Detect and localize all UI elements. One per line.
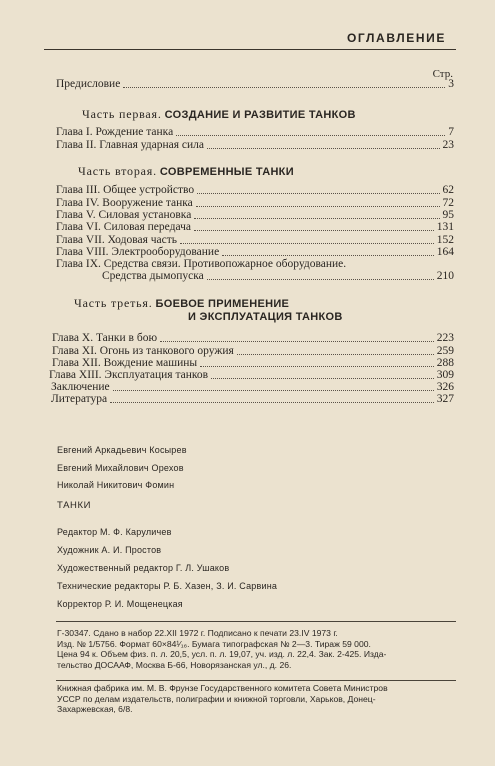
part-heading-2 bbox=[78, 164, 294, 179]
toc-entry-page: 3 bbox=[448, 78, 454, 90]
printer-line: УССР по делам издательств, полиграфии и книжной торговли, Харьков, Донец- bbox=[57, 693, 376, 704]
imprint-line: Изд. № 1/5756. Формат 60×84¹⁄₁₆. Бумага типографская № 2—3. Тираж 59 000. bbox=[57, 638, 371, 649]
credit-line: Художник А. И. Простов bbox=[57, 545, 162, 555]
dot-leader bbox=[110, 402, 434, 403]
toc-entry[interactable] bbox=[56, 184, 454, 197]
credit-line: Технические редакторы Р. Б. Хазен, З. И. Сарвина bbox=[57, 581, 278, 591]
dot-leader bbox=[222, 255, 434, 256]
author-name: Николай Никитович Фомин bbox=[57, 480, 175, 490]
toc-entry-title: Предисловие bbox=[56, 78, 121, 90]
toc-entry[interactable] bbox=[56, 221, 454, 234]
toc-entry-title: Глава IV. Вооружение танка bbox=[56, 197, 193, 209]
dot-leader bbox=[211, 378, 434, 379]
toc-entry-literature[interactable] bbox=[51, 393, 454, 406]
toc-entry-page: 259 bbox=[436, 345, 454, 357]
dot-leader bbox=[196, 206, 440, 207]
toc-entry-title: Глава I. Рождение танка bbox=[56, 126, 174, 138]
part-label: Часть вторая. bbox=[78, 164, 157, 178]
part-title: БОЕВОЕ ПРИМЕНЕНИЕ bbox=[155, 298, 290, 310]
printer-line: Книжная фабрика им. М. В. Фрунзе Государственного комитета Совета Министров bbox=[57, 683, 388, 693]
toc-entry-title: Глава V. Силовая установка bbox=[56, 209, 192, 221]
toc-entry-title: Глава XIII. Эксплуатация танков bbox=[49, 369, 209, 381]
toc-entry-title: Средства дымопуска bbox=[102, 270, 204, 282]
toc-entry-title: Глава VI. Силовая передача bbox=[56, 221, 191, 233]
toc-entry-title: Глава X. Танки в бою bbox=[52, 332, 158, 344]
toc-entry-title: Глава IX. Средства связи. Противопожарное оборудование. bbox=[56, 258, 347, 270]
toc-entry-page: 223 bbox=[436, 332, 454, 344]
credit-line: Корректор Р. И. Мощенецкая bbox=[57, 599, 183, 609]
toc-entry-page: 62 bbox=[442, 184, 454, 196]
toc-entry-page: 152 bbox=[436, 234, 454, 246]
toc-entry[interactable] bbox=[56, 139, 454, 152]
toc-entry-page: 210 bbox=[436, 270, 454, 282]
book-title: ТАНКИ bbox=[57, 500, 92, 511]
part-label: Часть третья. bbox=[74, 296, 153, 310]
dot-leader bbox=[194, 230, 434, 231]
toc-entry-preface[interactable] bbox=[56, 78, 454, 91]
part-title: СОВРЕМЕННЫЕ ТАНКИ bbox=[159, 166, 294, 178]
dot-leader bbox=[176, 135, 445, 136]
part-label: Часть первая. bbox=[82, 107, 162, 121]
imprint-rule bbox=[56, 621, 456, 622]
dot-leader bbox=[194, 218, 439, 219]
imprint-line: Г-30347. Сдано в набор 22.XII 1972 г. Подписано к печати 23.IV 1973 г. bbox=[57, 628, 338, 638]
part-heading-3-line2 bbox=[188, 309, 343, 324]
toc-entry-title: Глава II. Главная ударная сила bbox=[56, 139, 205, 151]
part-title: СОЗДАНИЕ И РАЗВИТИЕ ТАНКОВ bbox=[164, 109, 356, 121]
printer-block bbox=[57, 683, 457, 715]
dot-leader bbox=[180, 243, 434, 244]
toc-entry-continuation[interactable] bbox=[102, 270, 454, 283]
toc-entry[interactable] bbox=[52, 332, 454, 345]
toc-entry-title: Глава XII. Вождение машины bbox=[52, 357, 198, 369]
imprint-line: тельство ДОСААФ, Москва Б-66, Новорязанская ул., д. 26. bbox=[57, 659, 292, 670]
dot-leader bbox=[207, 279, 434, 280]
imprint-block bbox=[57, 628, 457, 670]
toc-entry-page: 23 bbox=[442, 139, 454, 151]
toc-entry-page: 326 bbox=[436, 381, 454, 393]
toc-entry-title: Глава XI. Огонь из танкового оружия bbox=[52, 345, 234, 357]
toc-entry-title: Глава VIII. Электрооборудование bbox=[56, 246, 220, 258]
toc-entry-page: 288 bbox=[436, 357, 454, 369]
part-heading-1 bbox=[82, 107, 356, 122]
toc-entry-title: Глава VII. Ходовая часть bbox=[56, 234, 178, 246]
heading-rule bbox=[44, 49, 456, 50]
printer-line: Захаржевская, 6/8. bbox=[57, 704, 133, 715]
author-name: Евгений Михайлович Орехов bbox=[57, 463, 184, 473]
dot-leader bbox=[237, 354, 434, 355]
toc-entry-title: Глава III. Общее устройство bbox=[56, 184, 195, 196]
page-column-label: Стр. bbox=[432, 68, 453, 80]
dot-leader bbox=[197, 193, 439, 194]
toc-entry-title: Литература bbox=[51, 393, 108, 405]
dot-leader bbox=[160, 341, 434, 342]
toc-entry-page: 131 bbox=[436, 221, 454, 233]
toc-heading: ОГЛАВЛЕНИЕ bbox=[347, 31, 447, 45]
toc-entry-page: 95 bbox=[442, 209, 454, 221]
toc-entry-page: 7 bbox=[448, 126, 454, 138]
toc-entry[interactable] bbox=[56, 126, 454, 139]
author-name: Евгений Аркадьевич Косырев bbox=[57, 445, 187, 455]
toc-entry-page: 309 bbox=[436, 369, 454, 381]
toc-entry-page: 72 bbox=[442, 197, 454, 209]
dot-leader bbox=[113, 390, 434, 391]
imprint-line: Цена 94 к. Объем физ. п. л. 20,5, усл. п. л. 19,07, уч. изд. л. 22,4. Зак. 2-425. Изда- bbox=[57, 649, 387, 660]
dot-leader bbox=[200, 366, 434, 367]
dot-leader bbox=[207, 148, 439, 149]
toc-entry-page: 327 bbox=[436, 393, 454, 405]
part-title: И ЭКСПЛУАТАЦИЯ ТАНКОВ bbox=[188, 311, 343, 323]
printer-rule bbox=[56, 680, 456, 681]
toc-entry-page: 164 bbox=[436, 246, 454, 258]
credit-line: Художественный редактор Г. Л. Ушаков bbox=[57, 563, 230, 573]
toc-entry-title: Заключение bbox=[51, 381, 110, 393]
credit-line: Редактор М. Ф. Каруличев bbox=[57, 527, 172, 537]
dot-leader bbox=[123, 87, 445, 88]
